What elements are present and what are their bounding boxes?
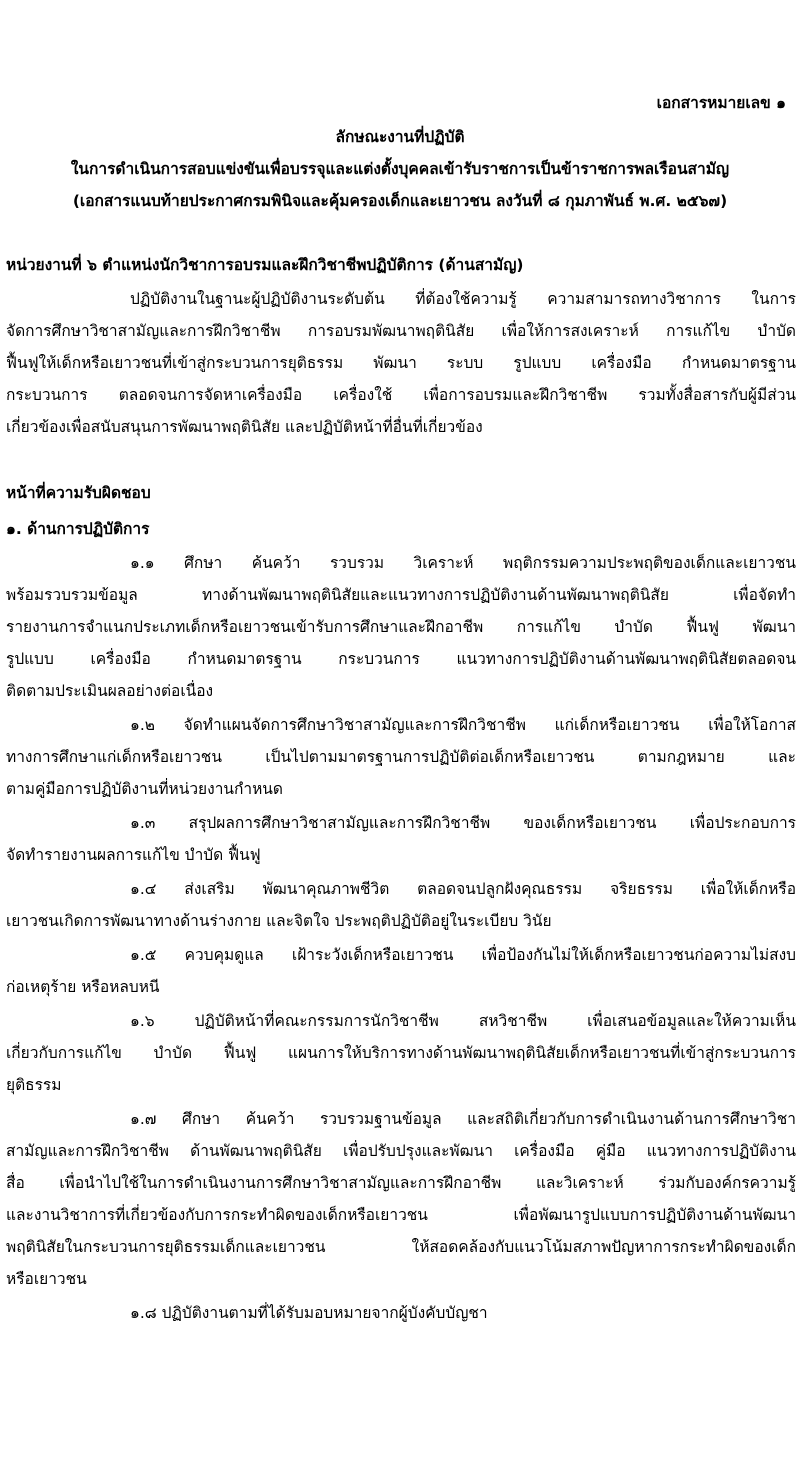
item-line: ๑.๕ ควบคุมดูแล เฝ้าระวังเด็กหรือเยาวชน เพื่อป้องกันไม่ให้เด็กหรือเยาวชนก่อความไม่สงบ xyxy=(130,946,796,964)
unit-summary-line: กระบวนการ ตลอดจนการจัดหาเครื่องมือ เครื่องใช้ เพื่อการอบรมและฝึกวิชาชีพ รวมทั้งสื่อสารกับผู้มีส่วน xyxy=(6,386,796,404)
item-line: สามัญและการฝึกวิชาชีพ ด้านพัฒนาพฤตินิสัย เพื่อปรับปรุงและพัฒนา เครื่องมือ คู่มือ แนวทางการปฏิบัติงาน xyxy=(6,1142,796,1160)
unit-summary-line: เกี่ยวข้องเพื่อสนับสนุนการพัฒนาพฤตินิสัย และปฏิบัติหน้าที่อื่นที่เกี่ยวข้อง xyxy=(6,418,483,436)
document-number: เอกสารหมายเลข ๑ xyxy=(656,94,786,112)
item-line: ตามคู่มือการปฏิบัติงานที่หน่วยงานกำหนด xyxy=(6,780,283,798)
item-line: ๑.๘ ปฏิบัติงานตามที่ได้รับมอบหมายจากผู้บังคับบัญชา xyxy=(130,1304,488,1322)
item-line: พร้อมรวบรวมข้อมูล ทางด้านพัฒนาพฤตินิสัยและแนวทางการปฏิบัติงานด้านพัฒนาพฤตินิสัย เพื่อจัดทำ xyxy=(6,586,796,604)
item-line: หรือเยาวชน xyxy=(6,1270,87,1288)
item-line: สื่อ เพื่อนำไปใช้ในการดำเนินงานการศึกษาวิชาสามัญและการฝึกอาชีพ และวิเคราะห์ ร่วมกับองค์กรความรู้ xyxy=(6,1174,796,1192)
unit-summary-line: ปฏิบัติงานในฐานะผู้ปฏิบัติงานระดับต้น ที่ต้องใช้ความรู้ ความสามารถทางวิชาการ ในการ xyxy=(130,290,796,308)
item-line: เยาวชนเกิดการพัฒนาทางด้านร่างกาย และจิตใจ ประพฤติปฏิบัติอยู่ในระเบียบ วินัย xyxy=(6,912,552,930)
unit-heading: หน่วยงานที่ ๖ ตำแหน่งนักวิชาการอบรมและฝึกวิชาชีพปฏิบัติการ (ด้านสามัญ) xyxy=(6,256,524,274)
item-line: จัดทำรายงานผลการแก้ไข บำบัด ฟื้นฟู xyxy=(6,846,261,864)
responsibilities-heading: หน้าที่ความรับผิดชอบ xyxy=(6,484,151,502)
item-line: ยุติธรรม xyxy=(6,1076,62,1094)
document-reference: (เอกสารแนบท้ายประกาศกรมพินิจและคุ้มครองเด็กและเยาวชน ลงวันที่ ๘ กุมภาพันธ์ พ.ศ. ๒๕๖๗) xyxy=(72,192,728,210)
item-line: ๑.๓ สรุปผลการศึกษาวิชาสามัญและการฝึกวิชาชีพ ของเด็กหรือเยาวชน เพื่อประกอบการ xyxy=(130,814,796,832)
item-line: ๑.๑ ศึกษา ค้นคว้า รวบรวม วิเคราะห์ พฤติกรรมความประพฤติของเด็กและเยาวชน xyxy=(130,554,796,572)
document-title: ลักษณะงานที่ปฏิบัติ xyxy=(335,128,465,146)
item-line: รูปแบบ เครื่องมือ กำหนดมาตรฐาน กระบวนการ แนวทางการปฏิบัติงานด้านพัฒนาพฤตินิสัยตลอดจน xyxy=(6,650,796,668)
unit-summary-line: จัดการศึกษาวิชาสามัญและการฝึกวิชาชีพ การอบรมพัฒนาพฤตินิสัย เพื่อให้การสงเคราะห์ การแก้ไข บำบัด xyxy=(6,322,796,340)
item-line: ๑.๖ ปฏิบัติหน้าที่คณะกรรมการนักวิชาชีพ สหวิชาชีพ เพื่อเสนอข้อมูลและให้ความเห็น xyxy=(130,1012,796,1030)
item-line: ติดตามประเมินผลอย่างต่อเนื่อง xyxy=(6,682,214,700)
item-line: ๑.๗ ศึกษา ค้นคว้า รวบรวมฐานข้อมูล และสถิติเกี่ยวกับการดำเนินงานด้านการศึกษาวิชา xyxy=(130,1110,796,1128)
item-line: ๑.๔ ส่งเสริม พัฒนาคุณภาพชีวิต ตลอดจนปลูกฝังคุณธรรม จริยธรรม เพื่อให้เด็กหรือ xyxy=(130,880,796,898)
item-line: ๑.๒ จัดทำแผนจัดการศึกษาวิชาสามัญและการฝึกวิชาชีพ แก่เด็กหรือเยาวชน เพื่อให้โอกาส xyxy=(130,716,796,734)
unit-summary-line: ฟื้นฟูให้เด็กหรือเยาวชนที่เข้าสู่กระบวนการยุติธรรม พัฒนา ระบบ รูปแบบ เครื่องมือ กำหนดมาตรฐาน xyxy=(6,354,796,372)
section-title: ๑. ด้านการปฏิบัติการ xyxy=(6,520,150,538)
item-line: เกี่ยวกับการแก้ไข บำบัด ฟื้นฟู แผนการให้บริการทางด้านพัฒนาพฤตินิสัยเด็กหรือเยาวชนที่เข้าสู่กระบวนการ xyxy=(6,1044,796,1062)
item-line: ทางการศึกษาแก่เด็กหรือเยาวชน เป็นไปตามมาตรฐานการปฏิบัติต่อเด็กหรือเยาวชน ตามกฎหมาย และ xyxy=(6,748,796,766)
document-subtitle: ในการดำเนินการสอบแข่งขันเพื่อบรรจุและแต่งตั้งบุคคลเข้ารับราชการเป็นข้าราชการพลเรือนสามัญ xyxy=(70,160,730,178)
item-line: ก่อเหตุร้าย หรือหลบหนี xyxy=(6,978,160,996)
item-line: พฤตินิสัยในกระบวนการยุติธรรมเด็กและเยาวชน ให้สอดคล้องกับแนวโน้มสภาพปัญหาการกระทำผิดของเด็ก xyxy=(6,1238,796,1256)
item-line: รายงานการจำแนกประเภทเด็กหรือเยาวชนเข้ารับการศึกษาและฝึกอาชีพ การแก้ไข บำบัด ฟื้นฟู พัฒนา xyxy=(6,618,796,636)
item-line: และงานวิชาการที่เกี่ยวข้องกับการกระทำผิดของเด็กหรือเยาวชน เพื่อพัฒนารูปแบบการปฏิบัติงานด้านพัฒนา xyxy=(6,1206,796,1224)
